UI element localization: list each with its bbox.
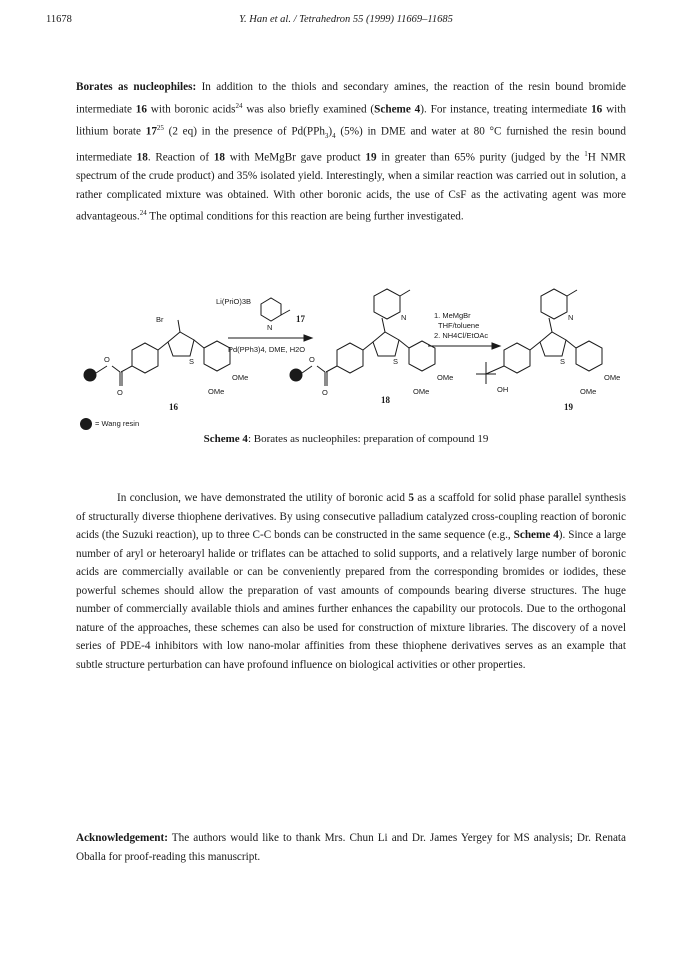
citation-ref: 25 <box>156 123 164 132</box>
resin-bead-icon <box>80 418 92 430</box>
compound-number: 19 <box>564 402 573 412</box>
scheme-ref: Scheme 4 <box>513 529 559 541</box>
atom-label: N <box>401 313 407 322</box>
reaction-arrow-2 <box>428 311 500 349</box>
atom-label: OMe <box>208 387 225 396</box>
reaction-step: 2. NH4Cl/EtOAc <box>434 331 489 340</box>
page-header <box>46 14 646 30</box>
reaction-conditions: Pd(PPh3)4, DME, H2O <box>228 345 306 354</box>
atom-label: Br <box>156 315 164 324</box>
compound-19-structure <box>476 289 620 412</box>
atom-label: O <box>117 388 123 397</box>
atom-label: S <box>393 357 399 366</box>
atom-label: S <box>560 357 566 366</box>
paragraph-lead: Acknowledgement: <box>76 832 168 844</box>
reaction-step: 1. MeMgBr <box>434 311 471 320</box>
atom-label: N <box>267 323 273 332</box>
compound-number: 18 <box>381 395 390 405</box>
paragraph-conclusion: In conclusion, we have demonstrated the utility of boronic acid 5 as a scaffold for solid phase parallel synthesis of structurally diverse thiophene derivatives. By using consecutive palladium catalyzed cross-coupling reaction of boronic acids (the Suzuki reaction), up to three C-C bonds can be constructed in the same sequence (e.g., Scheme 4). Since a large number of aryl or heteroaryl halide or triflates can be attached to solid supports, and a relatively large number of boronic acids are commercially available or can be conveniently prepared from the corresponding bromides or iodides, these powerful schemes should allow the preparation of vast amounts of compounds bearing diverse structures. The huge number of commercially available thiols and amines further enhances the capability our protocols. Due to the orthogonal nature of the approaches, these schemes can also be used for construction of mixture libraries. The discovery of a novel series of PDE-4 inhibitors with low nano-molar affinities from these thiophene derivatives serves as an example that subtle structure perturbation can have profound influence on biological activities or other properties. <box>76 492 626 671</box>
reaction-arrow-1 <box>216 297 312 354</box>
atom-label: O <box>104 355 110 364</box>
compound-18-structure <box>290 289 453 405</box>
paragraph-borates: Borates as nucleophiles: In addition to the thiols and secondary amines, the reaction of the resin bound bromide intermediate 16 with boronic acids$^{24}$ was also briefly examined (Scheme 4). For instance, treating intermediate 16 with lithium borate $17^{25}$ (2 eq) in the presence of $Pd(PPh_3)_4$ (5%) in DME and water at 80 °C furnished the resin bound intermediate 18. Reaction of 18 with MeMgBr gave product 19 in greater than 65% purity (judged by the $^1$H NMR spectrum of the crude product) and 35% isolated yield. Interestingly, when a similar reaction was carried out in solution, a rather complicated mixture was obtained. With other boronic acids, the use of CsF as the activating agent was more advantageous.$^{24}$ The optimal conditions for this reaction are being further investigated. <box>76 81 627 224</box>
atom-label: OMe <box>232 373 249 382</box>
running-head: Y. Han et al. / Tetrahedron 55 (1999) 11669–11685 <box>239 14 453 25</box>
scheme-ref: Scheme 4 <box>374 103 421 116</box>
citation-ref: 24 <box>235 101 243 110</box>
atom-label: OMe <box>437 373 454 382</box>
compound-number: 17 <box>296 314 305 324</box>
atom-label: N <box>568 313 574 322</box>
atom-label: OH <box>497 385 509 394</box>
reagent-formula: Li(PriO)3B <box>216 297 252 306</box>
wang-resin-legend: = Wang resin <box>80 418 139 430</box>
atom-label: OMe <box>413 387 430 396</box>
atom-label: OMe <box>604 373 621 382</box>
page-number: 11678 <box>46 14 72 25</box>
citation-ref: 24 <box>139 209 147 218</box>
scheme-caption: Scheme 4: Borates as nucleophiles: preparation of compound 19 <box>203 433 489 445</box>
paragraph-acknowledgement: Acknowledgement: The authors would like to thank Mrs. Chun Li and Dr. James Yergey for MS analysis; Dr. Renata Oballa for proof-reading this manuscript. <box>76 832 626 863</box>
atom-label: S <box>189 357 195 366</box>
atom-label: O <box>309 355 315 364</box>
compound-number: 16 <box>169 402 178 412</box>
paragraph-lead: Borates as nucleophiles: <box>76 81 197 93</box>
atom-label: OMe <box>580 387 597 396</box>
compound-16-structure <box>84 315 248 412</box>
scheme-4-diagram <box>76 282 636 432</box>
atom-label: O <box>322 388 328 397</box>
reaction-solvent: THF/toluene <box>438 321 480 330</box>
